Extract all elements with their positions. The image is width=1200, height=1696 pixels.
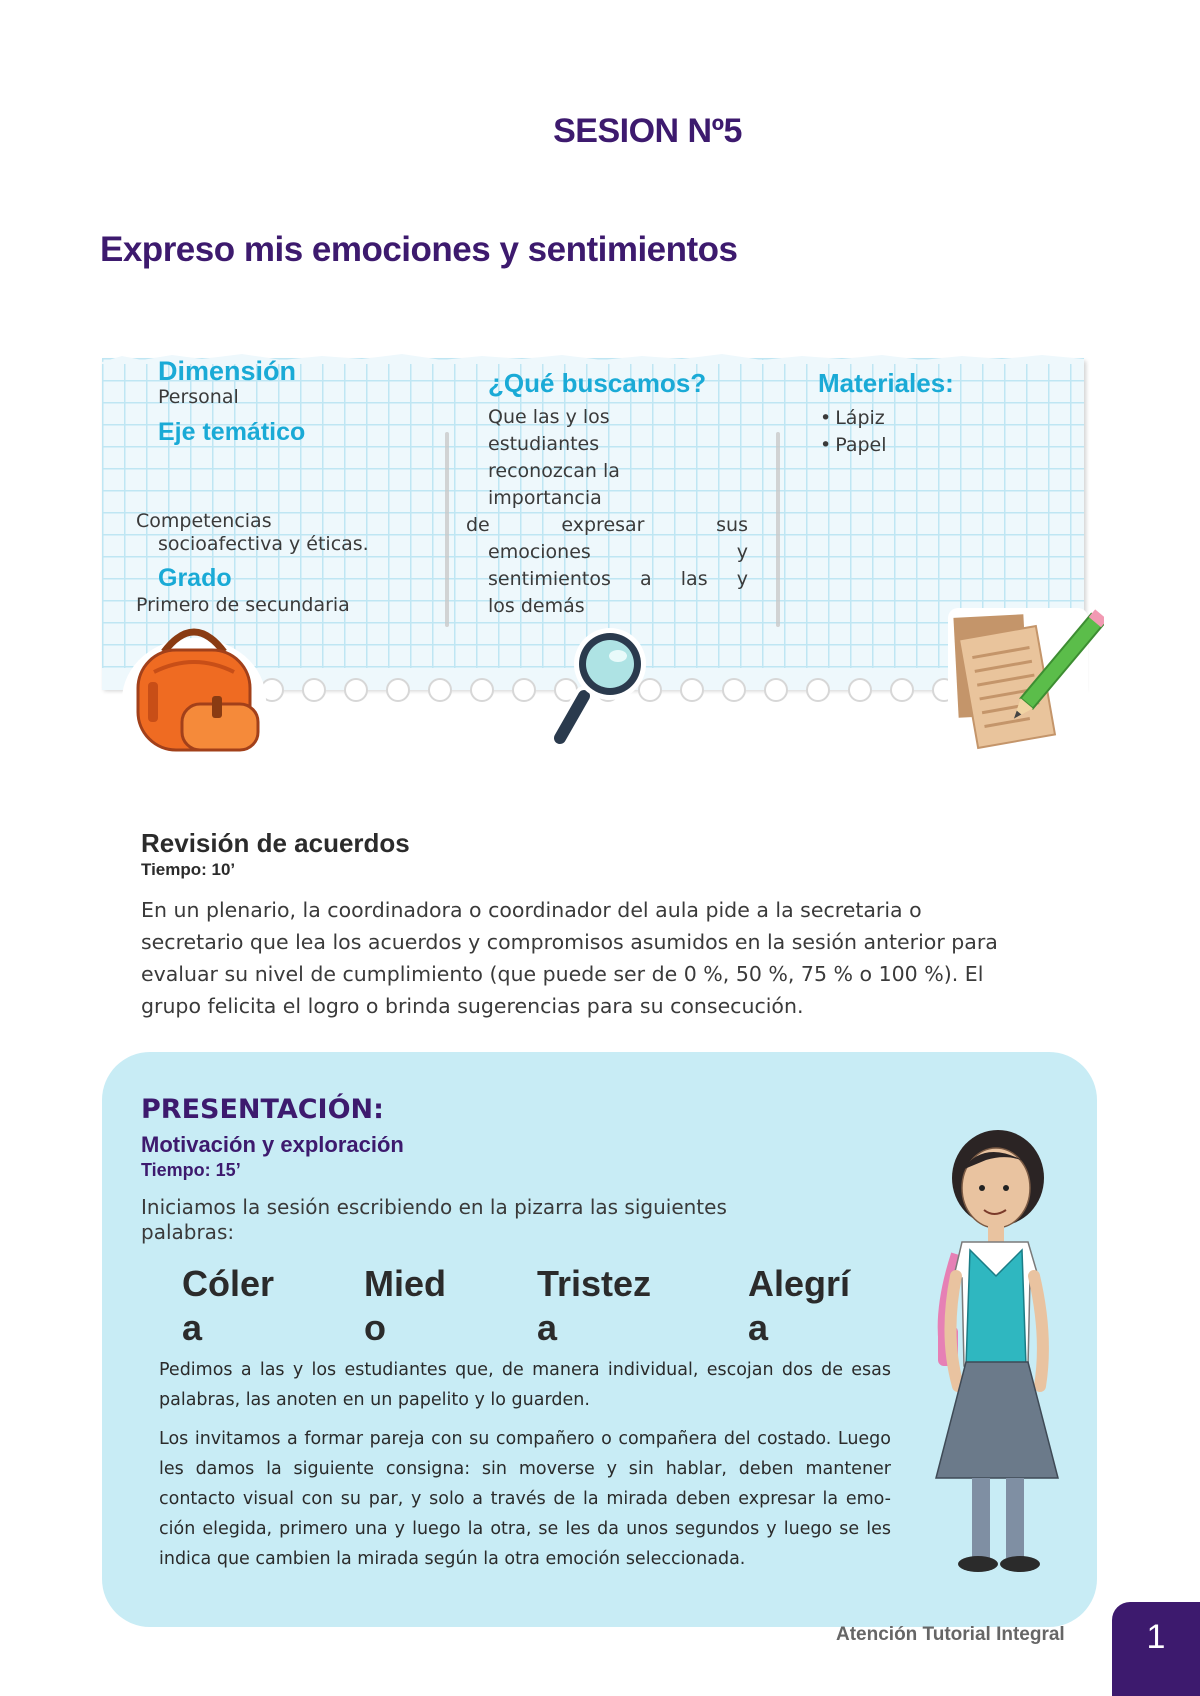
emotion-word bbox=[537, 1262, 651, 1350]
buscamos-line: emociones y bbox=[488, 541, 748, 563]
presentacion-subtitle: Motivación y exploración bbox=[141, 1132, 404, 1157]
materiales-item: • Lápiz bbox=[820, 405, 887, 432]
buscamos-line: de expresar sus bbox=[466, 514, 748, 536]
materiales-item: • Papel bbox=[820, 432, 887, 459]
presentacion-title: PRESENTACIÓN: bbox=[141, 1094, 384, 1125]
grado-value: Primero de secundaria bbox=[136, 594, 350, 616]
revision-time: Tiempo: 10’ bbox=[141, 860, 236, 879]
emotion-word-line: Tristez bbox=[537, 1263, 652, 1304]
column-divider bbox=[445, 432, 449, 627]
instruction-paragraph: Pedimos a las y los estudiantes que, de manera individual, escojan dos de esas palabras, las anoten en un papelito y lo guarden. bbox=[159, 1360, 891, 1410]
dimension-heading: Dimensión bbox=[158, 356, 297, 386]
magnifying-glass-icon bbox=[548, 626, 658, 756]
emotion-word-line: Alegrí bbox=[748, 1263, 851, 1304]
buscamos-text bbox=[488, 404, 620, 512]
buscamos-line: Que las y los bbox=[488, 406, 610, 428]
buscamos-justified bbox=[466, 512, 748, 620]
eje-value-line1: Competencias bbox=[136, 510, 272, 532]
presentacion-intro: Iniciamos la sesión escribiendo en la pizarra las siguientes palabras: bbox=[141, 1195, 727, 1244]
revision-title: Revisión de acuerdos bbox=[141, 828, 410, 858]
student-illustration bbox=[916, 1126, 1068, 1586]
grado-heading: Grado bbox=[158, 564, 232, 592]
buscamos-line: los demás bbox=[488, 595, 585, 617]
buscamos-line: importancia bbox=[488, 487, 602, 509]
materiales-heading: Materiales: bbox=[818, 368, 954, 398]
buscamos-line: reconozcan la bbox=[488, 460, 620, 482]
column-divider bbox=[776, 432, 780, 627]
eje-value-line2: socioafectiva y éticas. bbox=[158, 533, 369, 555]
buscamos-heading: ¿Qué buscamos? bbox=[488, 368, 707, 398]
instruction-paragraph: Los invitamos a formar pareja con su compañero o compañera del costado. Luego les damos la siguiente consigna: sin moverse y sin hablar, deben mantener contacto visual con su par, y solo a través de la mirada deben expresar la emo-ción elegida, primero una y luego la otra, se les da unos segundos y luego se les indica que cambien la mirada según la otra emoción seleccionada. bbox=[159, 1429, 891, 1569]
emotion-word bbox=[364, 1262, 446, 1350]
emotion-word bbox=[182, 1262, 274, 1350]
presentacion-time: Tiempo: 15’ bbox=[141, 1160, 241, 1180]
emotion-word bbox=[748, 1262, 850, 1350]
page-title: Expreso mis emociones y sentimientos bbox=[100, 230, 738, 269]
session-label: SESION Nº5 bbox=[553, 112, 742, 150]
eje-heading: Eje temático bbox=[158, 418, 306, 446]
dimension-value: Personal bbox=[158, 386, 239, 408]
papers-pencil-icon bbox=[944, 604, 1104, 764]
emotion-word-line: Cóler bbox=[182, 1263, 275, 1304]
emotion-word-line: a bbox=[182, 1307, 203, 1348]
materiales-list bbox=[820, 405, 887, 459]
buscamos-line: estudiantes bbox=[488, 433, 600, 455]
page-number: 1 bbox=[1112, 1602, 1200, 1696]
emotion-word-line: a bbox=[537, 1307, 558, 1348]
emotion-word-line: a bbox=[748, 1307, 769, 1348]
buscamos-line: sentimientos a las y bbox=[488, 568, 748, 590]
emotion-word-line: o bbox=[364, 1307, 386, 1348]
backpack-icon bbox=[116, 612, 272, 764]
emotion-word-line: Mied bbox=[364, 1263, 447, 1304]
revision-text: En un plenario, la coordinadora o coordinador del aula pide a la secretaria o secretario que lea los acuerdos y compromisos asumidos en la sesión anterior para evaluar su nivel de cumplimiento (que puede ser de 0 %, 50 %, 75 % o 100 %). El grupo felicita el logro o brinda sugerencias para su consecución. bbox=[141, 898, 998, 1018]
footer-text: Atención Tutorial Integral bbox=[836, 1624, 1065, 1645]
